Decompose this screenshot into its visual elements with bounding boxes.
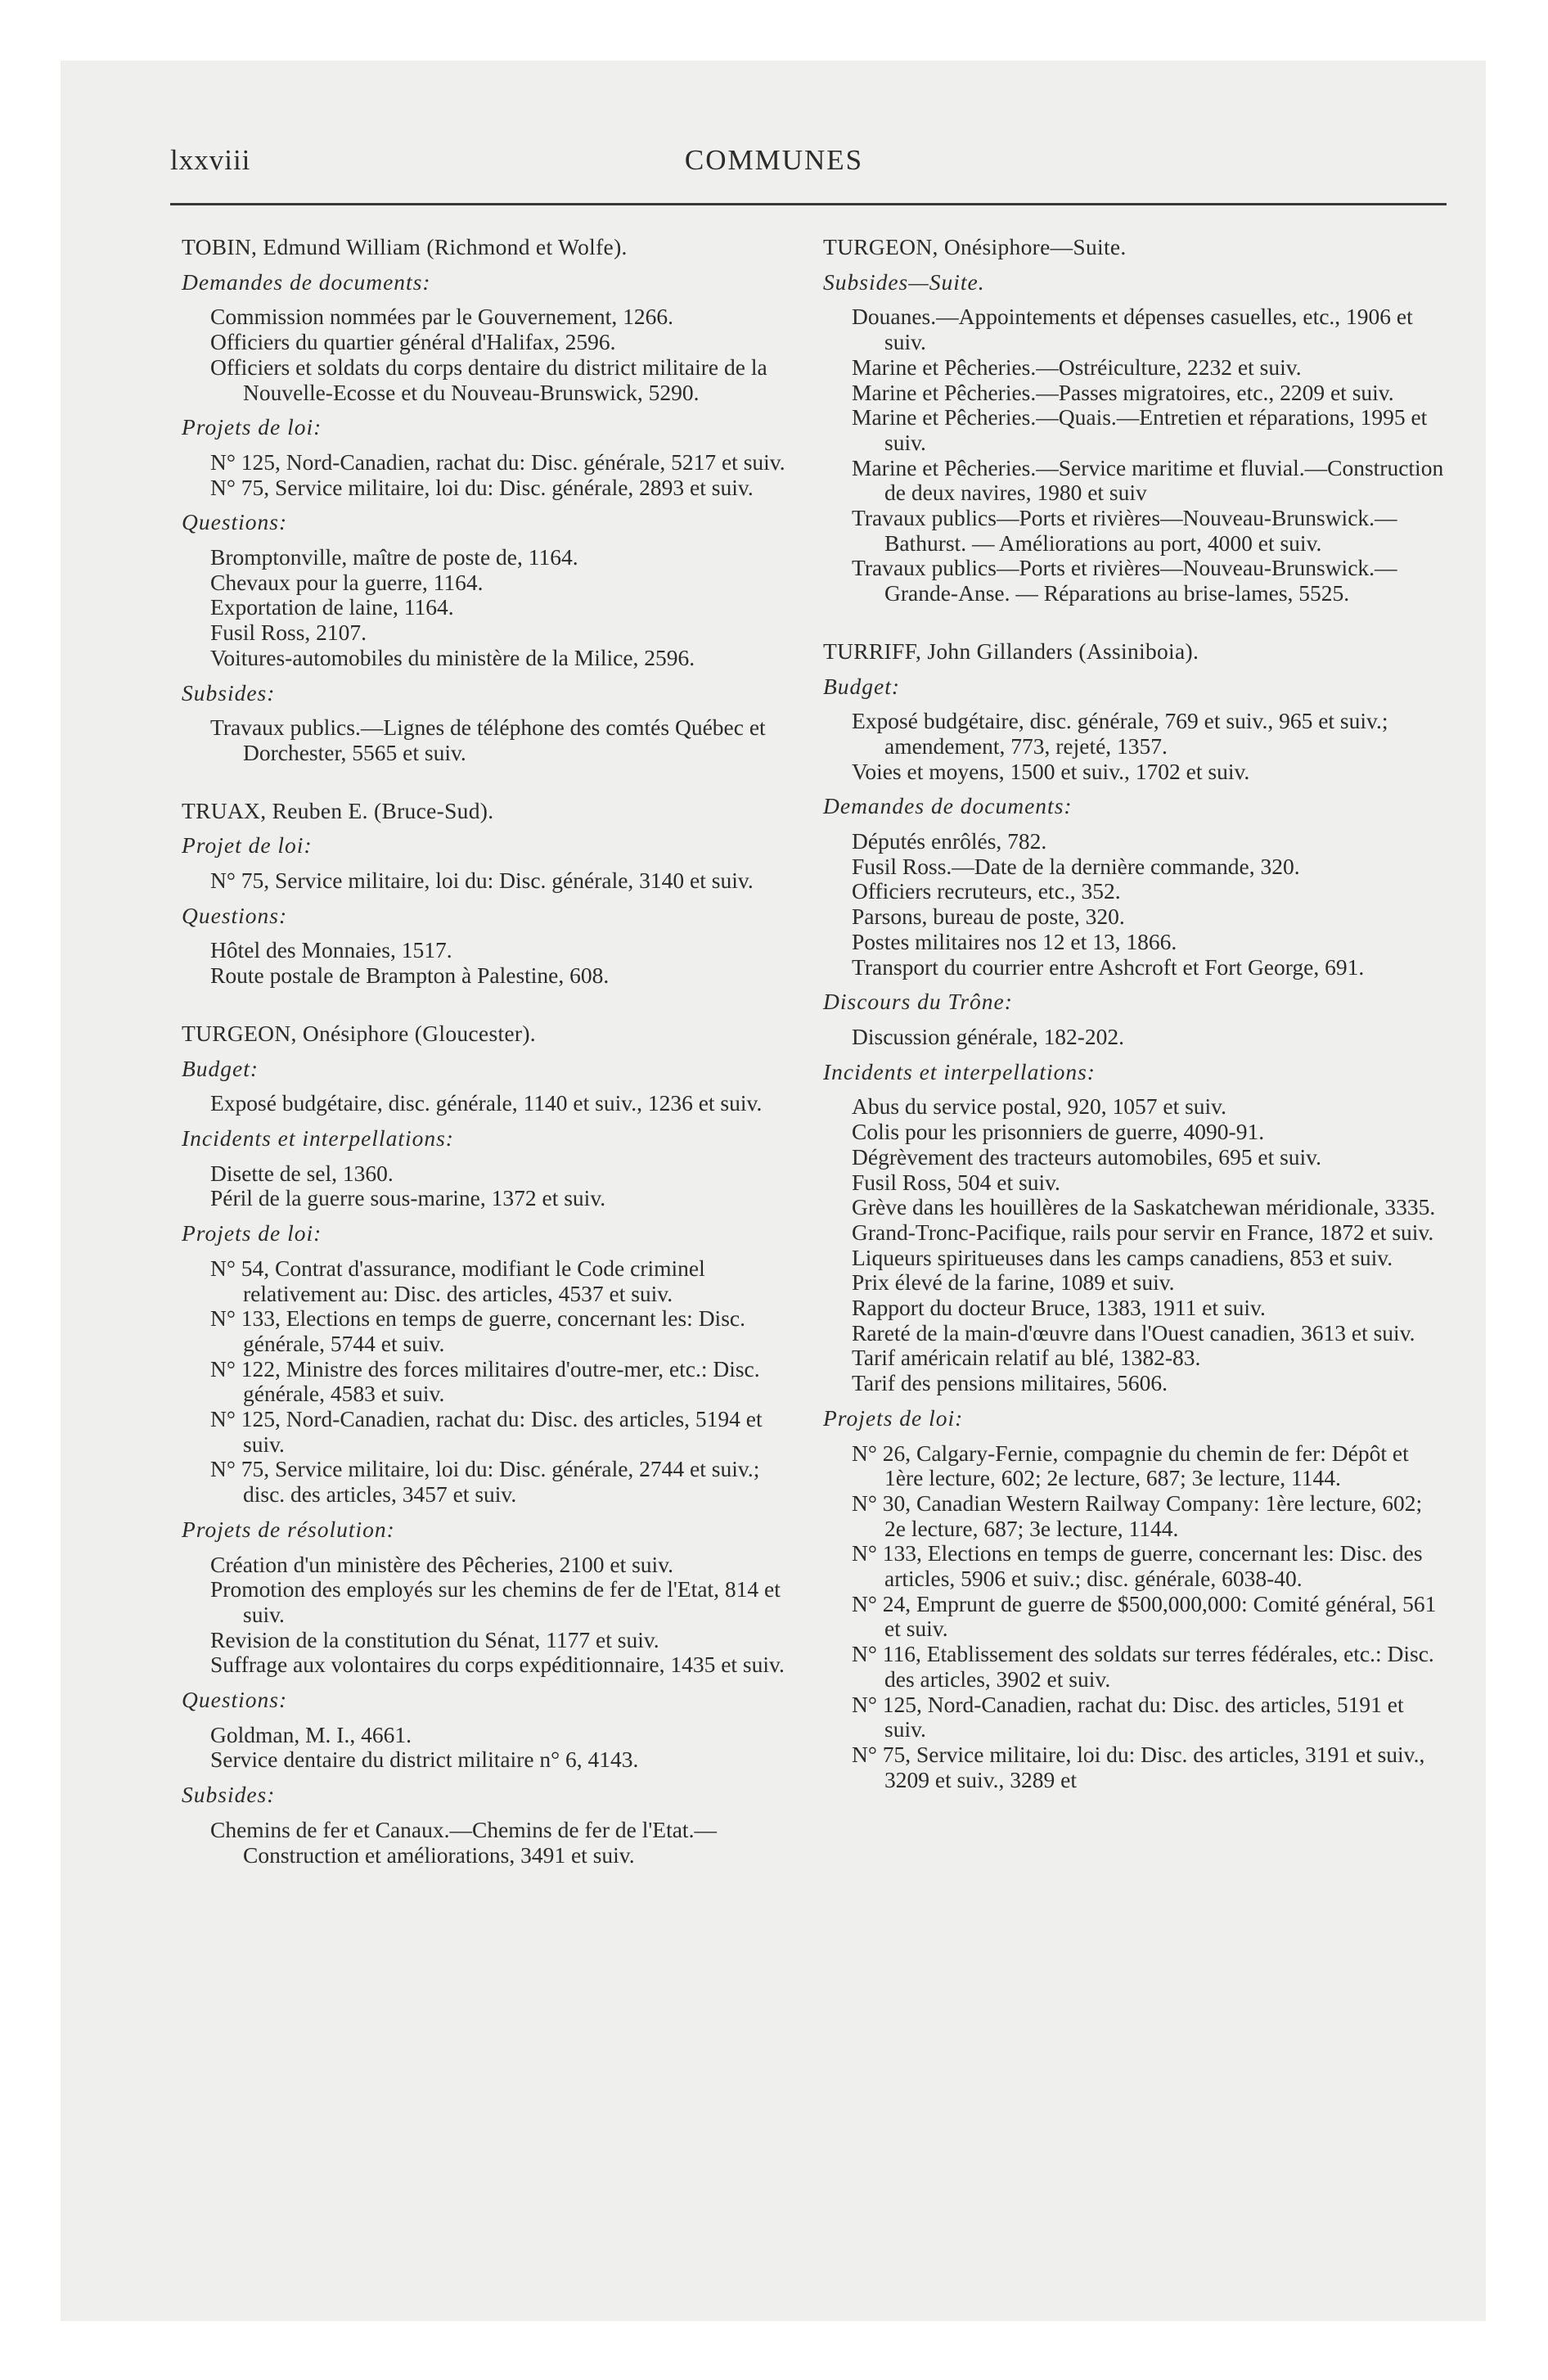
index-entry: Revision de la constitution du Sénat, 1177 et suiv. bbox=[210, 1626, 659, 1652]
section-heading: Budget: bbox=[182, 1055, 259, 1081]
section-heading: Projets de loi: bbox=[182, 1220, 322, 1246]
entry-name: TURRIFF, John Gillanders (Assiniboia). bbox=[823, 638, 1199, 664]
index-entry: Tarif des pensions militaires, 5606. bbox=[852, 1370, 1168, 1396]
index-entry: Liqueurs spiritueuses dans les camps canadiens, 853 et suiv. bbox=[852, 1244, 1393, 1270]
index-entry: Disette de sel, 1360. bbox=[210, 1160, 394, 1186]
index-entry: N° 133, Elections en temps de guerre, concernant les: Disc. des articles, 5906 et suiv.; disc. générale, 6038-40. bbox=[852, 1540, 1423, 1592]
index-entry: Parsons, bureau de poste, 320. bbox=[852, 904, 1125, 930]
entry-name: TOBIN, Edmund William (Richmond et Wolfe). bbox=[182, 234, 628, 259]
index-entry: Chevaux pour la guerre, 1164. bbox=[210, 569, 484, 595]
index-entry: Abus du service postal, 920, 1057 et suiv. bbox=[852, 1093, 1227, 1120]
index-entry: N° 26, Calgary-Fernie, compagnie du chemin de fer: Dépôt et 1ère lecture, 602; 2e lecture, 687; 3e lecture, 1144. bbox=[852, 1440, 1409, 1491]
section-heading: Projets de loi: bbox=[823, 1404, 964, 1431]
index-entry: Marine et Pêcheries.—Service maritime et fluvial.—Construction de deux navires, 1980 et suiv bbox=[852, 454, 1444, 506]
left-column bbox=[182, 235, 794, 1868]
index-entry: Discussion générale, 182-202. bbox=[852, 1023, 1124, 1049]
section-heading: Discours du Trône: bbox=[823, 989, 1013, 1015]
index-entry: Rareté de la main-d'œuvre dans l'Ouest canadien, 3613 et suiv. bbox=[852, 1319, 1415, 1346]
index-entry: N° 116, Etablissement des soldats sur terres fédérales, etc.: Disc. des articles, 3902 et suiv. bbox=[852, 1641, 1434, 1692]
section-heading: Projets de loi: bbox=[182, 414, 322, 440]
index-entry: Officiers et soldats du corps dentaire du district militaire de la Nouvelle-Ecosse et du Nouveau-Brunswick, 5290. bbox=[210, 354, 767, 405]
header-rule bbox=[170, 203, 1447, 205]
index-entry: Commission nommées par le Gouvernement, 1266. bbox=[210, 304, 673, 330]
index-entry: Douanes.—Appointements et dépenses casuelles, etc., 1906 et suiv. bbox=[852, 304, 1413, 355]
index-entry: Bromptonville, maître de poste de, 1164. bbox=[210, 544, 578, 570]
section-heading: Incidents et interpellations: bbox=[182, 1125, 454, 1151]
entry-name: TURGEON, Onésiphore (Gloucester). bbox=[182, 1020, 536, 1046]
index-entry: N° 54, Contrat d'assurance, modifiant le Code criminel relativement au: Disc. des articles, 4537 et suiv. bbox=[210, 1255, 705, 1306]
index-entry: Exposé budgétaire, disc. générale, 769 et suiv., 965 et suiv.; amendement, 773, rejeté, 1357. bbox=[852, 708, 1388, 759]
index-entry: Chemins de fer et Canaux.—Chemins de fer de l'Etat.—Construction et améliorations, 3491 et suiv. bbox=[210, 1816, 717, 1868]
index-entry: N° 122, Ministre des forces militaires d'outre-mer, etc.: Disc. générale, 4583 et suiv. bbox=[210, 1355, 760, 1407]
index-entry: N° 75, Service militaire, loi du: Disc. générale, 2893 et suiv. bbox=[210, 474, 754, 500]
index-entry: Fusil Ross, 2107. bbox=[210, 620, 367, 646]
index-entry: Postes militaires nos 12 et 13, 1866. bbox=[852, 928, 1177, 954]
right-column bbox=[823, 235, 1447, 1792]
index-entry: Fusil Ross.—Date de la dernière commande, 320. bbox=[852, 853, 1300, 879]
index-entry: N° 125, Nord-Canadien, rachat du: Disc. générale, 5217 et suiv. bbox=[210, 449, 785, 475]
index-entry: Travaux publics.—Lignes de téléphone des comtés Québec et Dorchester, 5565 et suiv. bbox=[210, 714, 766, 765]
index-entry: Grand-Tronc-Pacifique, rails pour servir en France, 1872 et suiv. bbox=[852, 1219, 1434, 1245]
index-entry: N° 125, Nord-Canadien, rachat du: Disc. des articles, 5194 et suiv. bbox=[210, 1406, 763, 1457]
index-entry: Députés enrôlés, 782. bbox=[852, 828, 1047, 854]
index-entry: N° 75, Service militaire, loi du: Disc. générale, 3140 et suiv. bbox=[210, 868, 754, 894]
index-entry: Colis pour les prisonniers de guerre, 4090-91. bbox=[852, 1119, 1265, 1145]
index-entry: Transport du courrier entre Ashcroft et Fort George, 691. bbox=[852, 953, 1365, 980]
entry-name: TRUAX, Reuben E. (Bruce-Sud). bbox=[182, 797, 494, 823]
index-entry: Création d'un ministère des Pêcheries, 2100 et suiv. bbox=[210, 1551, 674, 1577]
section-heading: Demandes de documents: bbox=[182, 268, 431, 295]
entry-name: TURGEON, Onésiphore—Suite. bbox=[823, 234, 1127, 259]
index-entry: N° 125, Nord-Canadien, rachat du: Disc. des articles, 5191 et suiv. bbox=[852, 1691, 1404, 1742]
index-entry: N° 75, Service militaire, loi du: Disc. des articles, 3191 et suiv., 3209 et suiv., 3289 et bbox=[852, 1741, 1425, 1792]
running-title: COMMUNES bbox=[684, 144, 864, 176]
section-heading: Budget: bbox=[823, 673, 901, 699]
index-entry: Exportation de laine, 1164. bbox=[210, 594, 454, 620]
index-entry: Goldman, M. I., 4661. bbox=[210, 1721, 412, 1747]
index-entry: Voies et moyens, 1500 et suiv., 1702 et suiv. bbox=[852, 758, 1250, 784]
index-entry: Exposé budgétaire, disc. générale, 1140 et suiv., 1236 et suiv. bbox=[210, 1090, 763, 1116]
index-entry: Marine et Pêcheries.—Passes migratoires, etc., 2209 et suiv. bbox=[852, 379, 1394, 405]
index-entry: Prix élevé de la farine, 1089 et suiv. bbox=[852, 1269, 1175, 1296]
index-entry: Service dentaire du district militaire n° 6, 4143. bbox=[210, 1747, 639, 1773]
index-entry: Suffrage aux volontaires du corps expéditionnaire, 1435 et suiv. bbox=[210, 1652, 785, 1678]
index-entry: Officiers du quartier général d'Halifax, 2596. bbox=[210, 329, 616, 355]
index-entry: N° 30, Canadian Western Railway Company: 1ère lecture, 602; 2e lecture, 687; 3e lecture, 1144. bbox=[852, 1490, 1423, 1541]
section-heading: Subsides—Suite. bbox=[823, 268, 985, 295]
page-number: lxxviii bbox=[170, 144, 251, 176]
section-heading: Demandes de documents: bbox=[823, 793, 1073, 819]
index-entry: Voitures-automobiles du ministère de la Milice, 2596. bbox=[210, 644, 695, 670]
index-entry: Marine et Pêcheries.—Quais.—Entretien et réparations, 1995 et suiv. bbox=[852, 404, 1428, 455]
index-entry: Rapport du docteur Bruce, 1383, 1911 et suiv. bbox=[852, 1295, 1266, 1321]
index-entry: Promotion des employés sur les chemins de fer de l'Etat, 814 et suiv. bbox=[210, 1576, 781, 1627]
index-entry: Hôtel des Monnaies, 1517. bbox=[210, 937, 452, 963]
section-heading: Incidents et interpellations: bbox=[823, 1058, 1096, 1084]
section-heading: Subsides: bbox=[182, 1782, 276, 1808]
section-heading: Questions: bbox=[182, 509, 288, 535]
section-heading: Projet de loi: bbox=[182, 832, 313, 859]
index-entry: Officiers recruteurs, etc., 352. bbox=[852, 878, 1121, 904]
index-entry: Péril de la guerre sous-marine, 1372 et suiv. bbox=[210, 1185, 606, 1211]
index-entry: Marine et Pêcheries.—Ostréiculture, 2232 et suiv. bbox=[852, 354, 1302, 380]
section-heading: Subsides: bbox=[182, 679, 276, 705]
section-heading: Questions: bbox=[182, 902, 288, 928]
index-entry: Grève dans les houillères de la Saskatchewan méridionale, 3335. bbox=[852, 1194, 1436, 1220]
section-heading: Projets de résolution: bbox=[182, 1516, 395, 1542]
index-entry: Travaux publics—Ports et rivières—Nouveau-Brunswick.—Bathurst. — Améliorations au port, 4000 et suiv. bbox=[852, 505, 1397, 556]
index-entry: N° 133, Elections en temps de guerre, concernant les: Disc. générale, 5744 et suiv. bbox=[210, 1305, 745, 1356]
index-entry: N° 75, Service militaire, loi du: Disc. générale, 2744 et suiv.; disc. des articles, 3457 et suiv. bbox=[210, 1456, 760, 1508]
index-entry: Fusil Ross, 504 et suiv. bbox=[852, 1169, 1060, 1195]
index-entry: N° 24, Emprunt de guerre de $500,000,000: Comité général, 561 et suiv. bbox=[852, 1590, 1437, 1642]
index-entry: Tarif américain relatif au blé, 1382-83. bbox=[852, 1345, 1201, 1371]
index-entry: Route postale de Brampton à Palestine, 608. bbox=[210, 962, 610, 989]
index-entry: Dégrèvement des tracteurs automobiles, 695 et suiv. bbox=[852, 1143, 1322, 1170]
section-heading: Questions: bbox=[182, 1687, 288, 1713]
index-entry: Travaux publics—Ports et rivières—Nouveau-Brunswick.— Grande-Anse. — Réparations au brise-lames, 5525. bbox=[852, 555, 1397, 606]
